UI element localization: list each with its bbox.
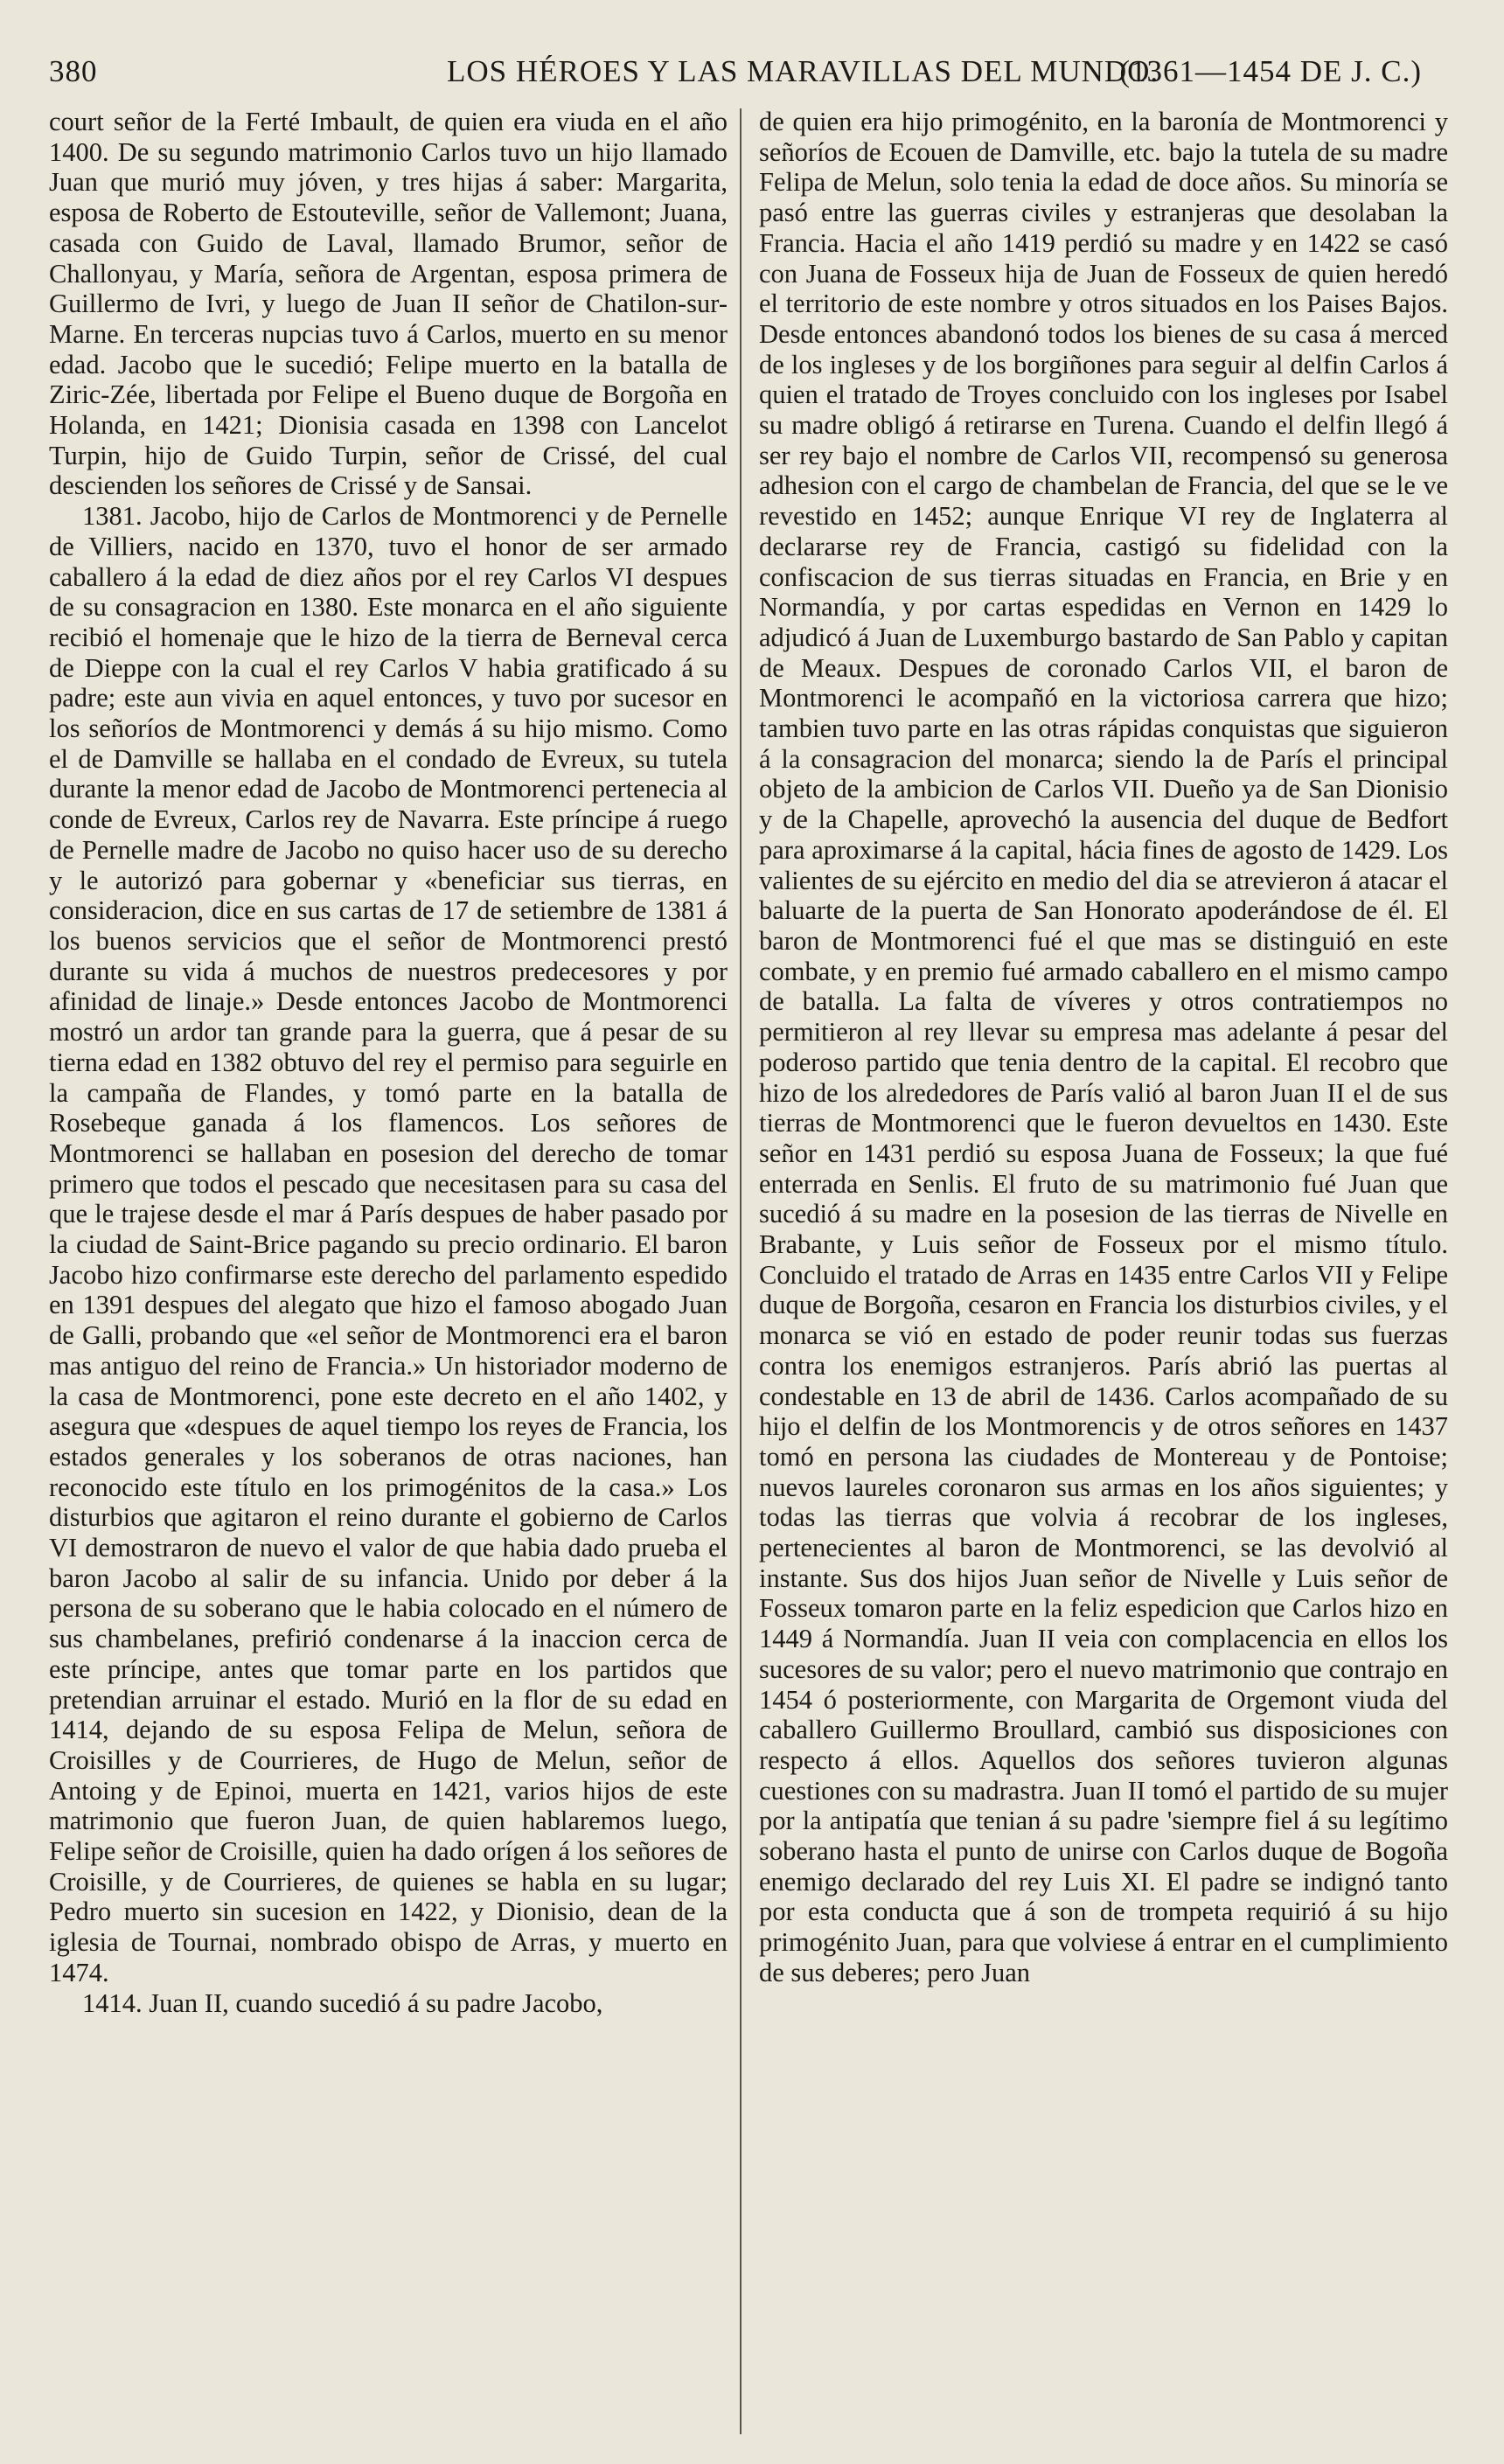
- right-column: [759, 107, 1448, 1988]
- left-column: [49, 107, 728, 2018]
- date-range: (1361—1454 DE J. C.): [1119, 54, 1422, 88]
- column-divider: [740, 108, 742, 2434]
- page-header: [49, 54, 1422, 94]
- paragraph: de quien era hijo primogénito, en la baronía de Montmorenci y señoríos de Ecouen de Damville, etc. bajo la tutela de su madre Felipa de Melun, solo tenia la edad de doce años. Su minoría se pasó entre las guerras civiles y estranjeras que desolaban la Francia. Hacia el año 1419 perdió su madre y en 1422 se casó con Juana de Fosseux hija de Juan de Fosseux de quien heredó el territorio de este nombre y otros situados en los Paises Bajos. Desde entonces abandonó todos los bienes de su casa á merced de los ingleses y de los borgiñones para seguir al delfin Carlos á quien el tratado de Troyes concluido con los ingleses por Isabel su madre obligó á retirarse en Turena. Cuando el delfin llegó á ser rey bajo el nombre de Carlos VII, recompensó su generosa adhesion con el cargo de chambelan de Francia, del que se le ve revestido en 1452; aunque Enrique VI rey de Inglaterra al declararse rey de Francia, castigó su fidelidad con la confiscacion de sus tierras situadas en Francia, en Brie y en Normandía, y por cartas espedidas en Vernon en 1429 lo adjudicó á Juan de Luxemburgo bastardo de San Pablo y capitan de Meaux. Despues de coronado Carlos VII, el baron de Montmorenci le acompañó en la victoriosa carrera que hizo; tambien tuvo parte en las otras rápidas conquistas que siguieron á la consagracion del monarca; siendo la de París el principal objeto de la ambicion de Carlos VII. Dueño ya de San Dionisio y de la Chapelle, aprovechó la ausencia del duque de Bedfort para aproximarse á la capital, hácia fines de agosto de 1429. Los valientes de su ejército en medio del dia se atrevieron á atacar el baluarte de la puerta de San Honorato apoderándose de él. El baron de Montmorenci fué el que mas se distinguió en este combate, y en premio fué armado caballero en el mismo campo de batalla. La falta de víveres y otros contratiempos no permitieron al rey llevar su empresa mas adelante á pesar del poderoso partido que tenia dentro de la capital. El recobro que hizo de los alrededores de París valió al baron Juan II el de sus tierras de Montmorenci que le fueron devueltos en 1430. Este señor en 1431 perdió su esposa Juana de Fosseux; la que fué enterrada en Senlis. El fruto de su matrimonio fué Juan que sucedió á su madre en la posesion de las tierras de Nivelle en Brabante, y Luis señor de Fosseux por el mismo título. Concluido el tratado de Arras en 1435 entre Carlos VII y Felipe duque de Borgoña, cesaron en Francia los disturbios civiles, y el monarca se vió en estado de poder reunir todas sus fuerzas contra los enemigos estranjeros. París abrió las puertas al condestable en 13 de abril de 1436. Carlos acompañado de su hijo el delfin de los Montmorencis y de otros señores en 1437 tomó en persona las ciudades de Montereau y de Pontoise; nuevos laureles coronaron sus armas en los años siguientes; y todas las tierras que volvia á recobrar de los ingleses, pertenecientes al baron de Montmorenci, se las devolvió al instante. Sus dos hijos Juan señor de Nivelle y Luis señor de Fosseux tomaron parte en la feliz espedicion que Carlos hizo en 1449 á Normandía. Juan II veia con complacencia en ellos los sucesores de su valor; pero el nuevo matrimonio que contrajo en 1454 ó posteriormente, con Margarita de Orgemont viuda del caballero Guillermo Broullard, cambió sus disposiciones con respecto á ellos. Aquellos dos señores tuvieron algunas cuestiones con su madrastra. Juan II tomó el partido de su mujer por la antipatía que tenian á su padre 'siempre fiel á su legítimo soberano hasta el punto de unirse con Carlos duque de Bogoña enemigo declarado del rey Luis XI. El padre se indignó tanto por esta conducta que á son de trompeta requirió á su hijo primogénito Juan, para que volviese á entrar en el cumplimiento de sus deberes; pero Juan: [759, 107, 1448, 1987]
- paragraph: court señor de la Ferté Imbault, de quien era viuda en el año 1400. De su segundo matrimonio Carlos tuvo un hijo llamado Juan que murió muy jóven, y tres hijas á saber: Margarita, esposa de Roberto de Estouteville, señor de Vallemont; Juana, casada con Guido de Laval, llamado Brumor, señor de Challonyau, y María, señora de Argentan, esposa primera de Guillermo de Ivri, y luego de Juan II señor de Chatilon-sur-Marne. En terceras nupcias tuvo á Carlos, muerto en su menor edad. Jacobo que le sucedió; Felipe muerto en la batalla de Ziric-Zée, libertada por Felipe el Bueno duque de Borgoña en Holanda, en 1421; Dionisia casada en 1398 con Lancelot Turpin, hijo de Guido Turpin, señor de Crissé, del cual descienden los señores de Crissé y de Sansai.: [49, 107, 728, 501]
- page-number: 380: [49, 54, 98, 88]
- paragraph: 1381. Jacobo, hijo de Carlos de Montmorenci y de Pernelle de Villiers, nacido en 1370, tuvo el honor de ser armado caballero á la edad de diez años por el rey Carlos VI despues de su consagracion en 1380. Este monarca en el año siguiente recibió el homenaje que le hizo de la tierra de Berneval cerca de Dieppe con la cual el rey Carlos V habia gratificado á su padre; este aun vivia en aquel entonces, y tuvo por sucesor en los señoríos de Montmorenci y demás á su hijo mismo. Como el de Damville se hallaba en el condado de Evreux, su tutela durante la menor edad de Jacobo de Montmorenci pertenecia al conde de Evreux, Carlos rey de Navarra. Este príncipe á ruego de Pernelle madre de Jacobo no quiso hacer uso de su derecho y le autorizó para gobernar y «beneficiar sus tierras, en consideracion, dice en sus cartas de 17 de setiembre de 1381 á los buenos servicios que el señor de Montmorenci prestó durante su vida á muchos de nuestros predecesores y por afinidad de linaje.» Desde entonces Jacobo de Montmorenci mostró un ardor tan grande para la guerra, que á pesar de su tierna edad en 1382 obtuvo del rey el permiso para seguirle en la campaña de Flandes, y tomó parte en la batalla de Rosebeque ganada á los flamencos. Los señores de Montmorenci se hallaban en posesion del derecho de tomar primero que todos el pescado que necesitasen para su casa del que le trajese desde el mar á París despues de haber pasado por la ciudad de Saint-Brice pagando su precio ordinario. El baron Jacobo hizo confirmarse este derecho del parlamento espedido en 1391 despues del alegato que hizo el famoso abogado Juan de Galli, probando que «el señor de Montmorenci era el baron mas antiguo del reino de Francia.» Un historiador moderno de la casa de Montmorenci, pone este decreto en el año 1402, y asegura que «despues de aquel tiempo los reyes de Francia, los estados generales y los soberanos de otras naciones, han reconocido este título en los primogénitos de la casa.» Los disturbios que agitaron el reino durante el gobierno de Carlos VI demostraron de nuevo el valor de que habia dado prueba el baron Jacobo al salir de su infancia. Unido por deber á la persona de su soberano que le habia colocado en el número de sus chambelanes, prefirió condenarse á la inaccion cerca de este príncipe, antes que tomar parte en los partidos que pretendian arruinar el estado. Murió en la flor de su edad en 1414, dejando de su esposa Felipa de Melun, señora de Croisilles y de Courrieres, de Hugo de Melun, señor de Antoing y de Epinoi, muerta en 1421, varios hijos de este matrimonio que fueron Juan, de quien hablaremos luego, Felipe señor de Croisille, quien ha dado orígen á los señores de Croisille, y de Courrieres, de quienes se habla en su lugar; Pedro muerto sin sucesion en 1422, y Dionisio, dean de la iglesia de Tournai, nombrado obispo de Arras, y muerto en 1474.: [49, 501, 728, 1987]
- running-title: LOS HÉROES Y LAS MARAVILLAS DEL MUNDO.: [447, 54, 1159, 88]
- paragraph: 1414. Juan II, cuando sucedió á su padre Jacobo,: [82, 1987, 603, 2018]
